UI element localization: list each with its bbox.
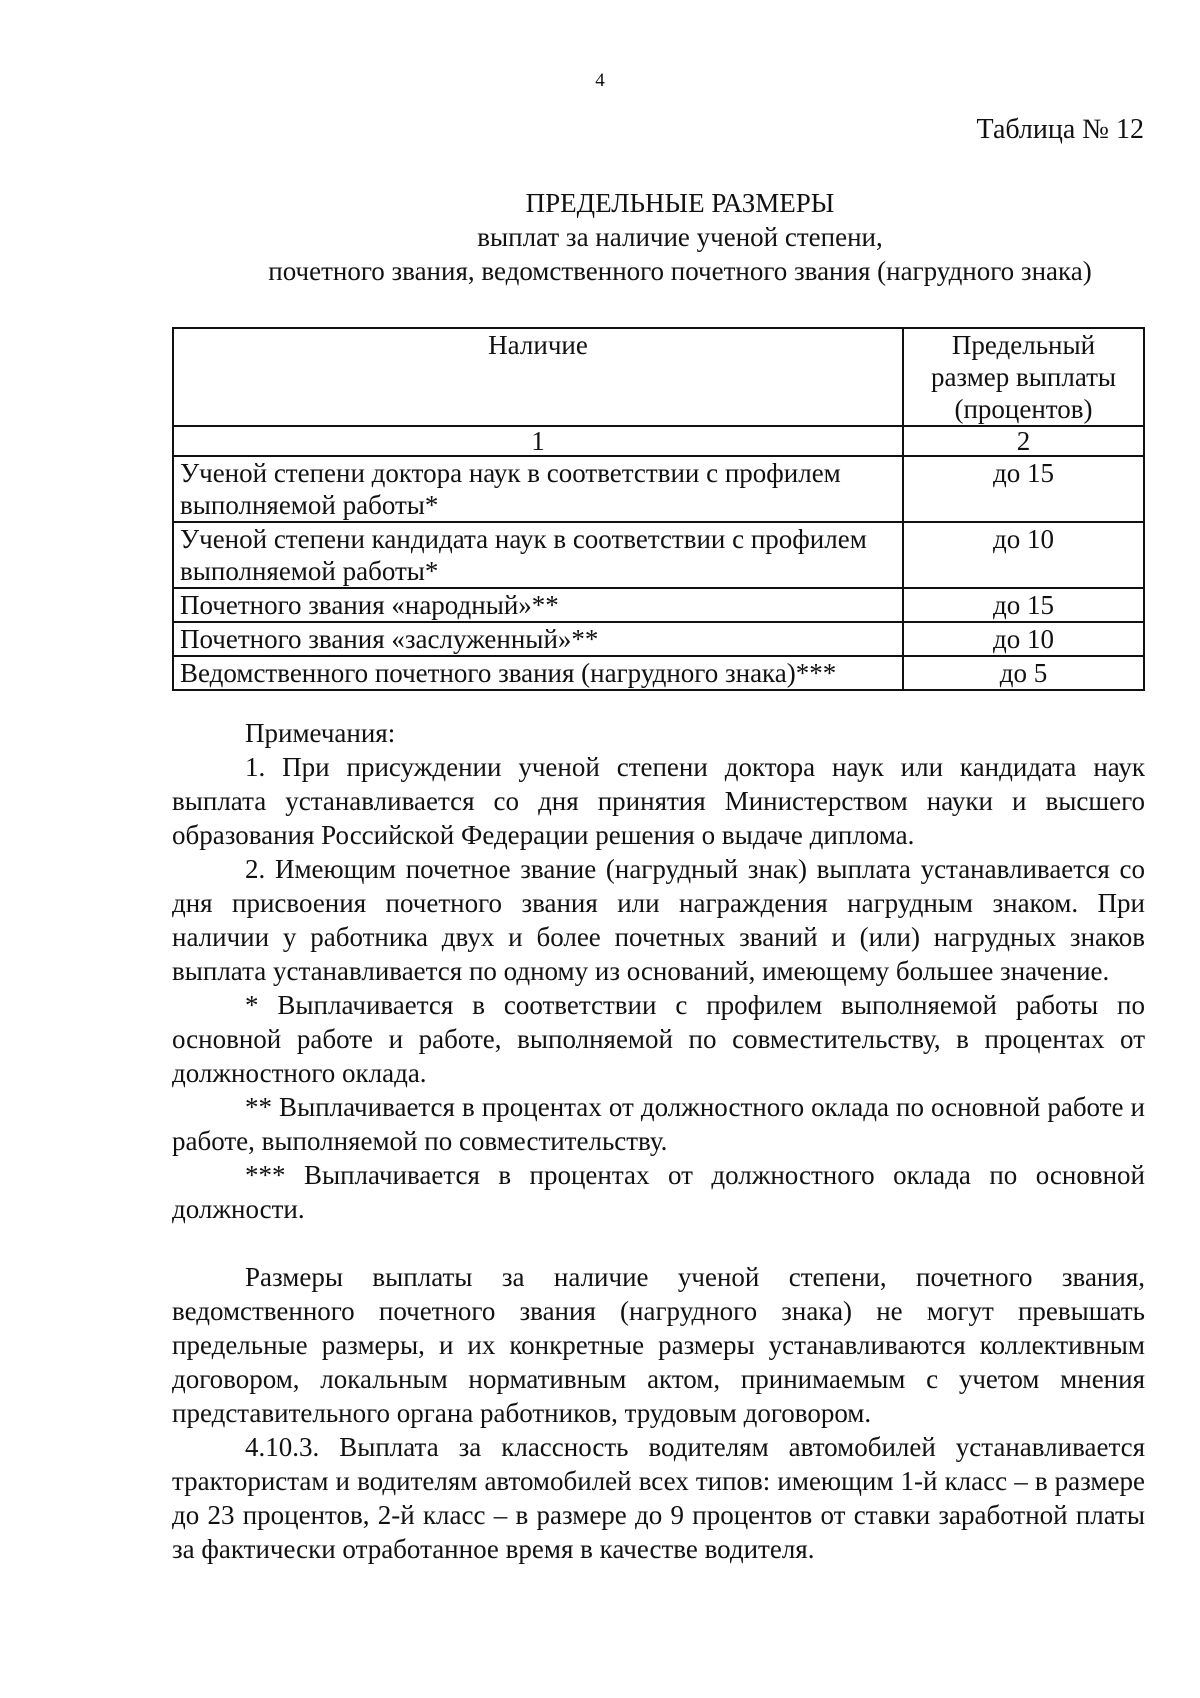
note-item: * Выплачивается в соответствии с профилем выполняемой работы по основной работе и работе, выполняемой по совместительству, в процентах от должностного оклада. — [172, 990, 1145, 1088]
body-paragraph: 4.10.3. Выплата за классность водителям автомобилей устанавливается трактористам и водителям автомобилей всех типов: имеющим 1-й класс – в размере до 23 процентов, 2-й класс – в размере до 9 процентов от ставки заработной платы за фактически отработанное время в качестве водителя. — [172, 1432, 1145, 1564]
note-item: *** Выплачивается в процентах от должностного оклада по основной должности. — [172, 1160, 1145, 1224]
table-row — [173, 522, 1144, 588]
column-number-1: 1 — [173, 426, 903, 456]
row-label: Ведомственного почетного звания (нагрудного знака)*** — [173, 656, 903, 690]
body-paragraph: Размеры выплаты за наличие ученой степени, почетного звания, ведомственного почетного звания (нагрудного знака) не могут превышать предельные размеры, и их конкретные размеры устанавливаются коллективным договором, локальным нормативным актом, принимаемым с учетом мнения представительного органа работников, трудовым договором. — [172, 1262, 1145, 1428]
note-item: 2. Имеющим почетное звание (нагрудный знак) выплата устанавливается со дня присвоения почетного звания или награждения нагрудным знаком. При наличии у работника двух и более почетных званий и (или) нагрудных знаков выплата устанавливается по одному из оснований, имеющему большее значение. — [172, 854, 1145, 986]
notes-heading: Примечания: — [245, 718, 396, 748]
row-value: до 5 — [903, 656, 1144, 690]
table-row — [173, 456, 1144, 522]
row-label: Почетного звания «народный»** — [173, 588, 903, 622]
note-item: ** Выплачивается в процентах от должностного оклада по основной работе и работе, выполняемой по совместительству. — [172, 1092, 1145, 1156]
row-value: до 15 — [903, 456, 1144, 522]
row-label: Ученой степени кандидата наук в соответствии с профилем выполняемой работы* — [173, 522, 903, 588]
row-value: до 10 — [903, 622, 1144, 656]
title-line-2: выплат за наличие ученой степени, — [477, 222, 883, 252]
row-value: до 15 — [903, 588, 1144, 622]
header-max-payment: Предельный размер выплаты (процентов) — [903, 328, 1144, 426]
title-line-3: почетного звания, ведомственного почетного звания (нагрудного знака) — [268, 256, 1092, 286]
limits-table — [172, 327, 1145, 691]
document-title — [160, 186, 1200, 288]
column-number-2: 2 — [903, 426, 1144, 456]
header-availability: Наличие — [173, 328, 903, 426]
table-row — [173, 622, 1144, 656]
row-label: Ученой степени доктора наук в соответствии с профилем выполняемой работы* — [173, 456, 903, 522]
page-number: 4 — [595, 70, 605, 91]
table-label: Таблица № 12 — [976, 114, 1144, 145]
row-value: до 10 — [903, 522, 1144, 588]
row-label: Почетного звания «заслуженный»** — [173, 622, 903, 656]
table-row — [173, 656, 1144, 690]
table-header-row — [173, 328, 1144, 426]
note-item: 1. При присуждении ученой степени доктора наук или кандидата наук выплата устанавливается со дня принятия Министерством науки и высшего образования Российской Федерации решения о выдаче диплома. — [172, 752, 1145, 850]
notes-and-text — [172, 716, 1145, 1566]
table-number-row — [173, 426, 1144, 456]
table-row — [173, 588, 1144, 622]
title-line-1: ПРЕДЕЛЬНЫЕ РАЗМЕРЫ — [525, 188, 835, 218]
